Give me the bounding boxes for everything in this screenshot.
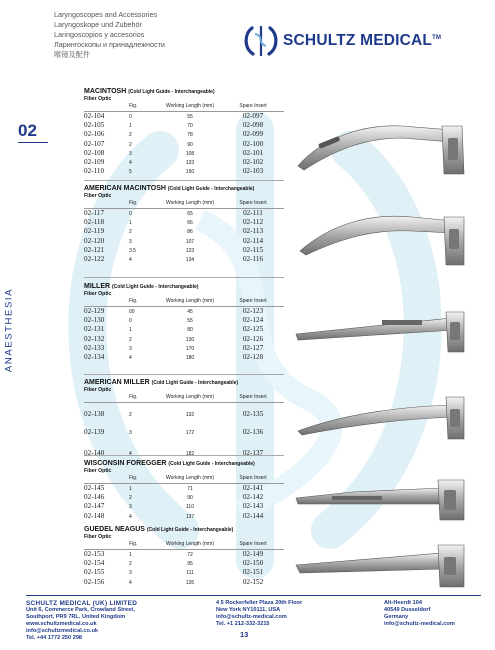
section-divider xyxy=(84,455,284,456)
footer-address-line: Germany xyxy=(384,614,409,620)
table-row: 02-107 2 90 02-100 xyxy=(84,139,264,148)
table-row: 02-104 0 55 02-097 xyxy=(84,112,264,120)
footer-email-link[interactable]: info@schultz-medical.com xyxy=(384,621,455,627)
footer-uk-address xyxy=(26,600,137,642)
product-section-american-miller xyxy=(84,379,284,464)
american-macintosh-blade-image xyxy=(292,205,482,275)
table-row: 02-148 4 137 02-144 xyxy=(84,511,264,520)
footer-address-line: New York NY10111, USA xyxy=(216,607,281,613)
side-category-label: ANAESTHESIA xyxy=(3,287,15,373)
table-row: 02-121 3.5 123 02-115 xyxy=(84,245,264,254)
table-header: Fig. Working Length (mm) Spare Insert xyxy=(84,475,284,484)
table-row: 02-105 1 70 02-098 xyxy=(84,121,264,130)
table-row: 02-133 3 170 02-127 xyxy=(84,343,264,352)
chapter-number: 02 xyxy=(18,121,37,140)
footer-phone: Tel. +1 212-332-3215 xyxy=(216,621,270,627)
footer-usa-address xyxy=(216,600,302,628)
product-section-guedel-neagus xyxy=(84,526,284,587)
table-row: 02-145 1 71 02-141 xyxy=(84,484,264,492)
section-optic-label: Fiber Optic xyxy=(84,193,112,199)
table-row: 02-119 2 86 02-113 xyxy=(84,227,264,236)
table-row: 02-120 3 107 02-114 xyxy=(84,236,264,245)
product-section-wisconsin-foregger xyxy=(84,460,284,521)
header-language-line: Laryngoscopes and Accessories xyxy=(54,10,158,19)
brand-logo-icon xyxy=(243,24,279,58)
section-divider xyxy=(84,374,284,375)
table-row: 02-108 3 108 02-101 xyxy=(84,148,264,157)
section-optic-label: Fiber Optic xyxy=(84,96,112,102)
footer-address-line: Southport, PR9 7RL. United Kingdom xyxy=(26,614,126,620)
page-number: 13 xyxy=(240,630,249,639)
table-row: 02-130 0 55 02-124 xyxy=(84,316,264,325)
product-section-american-macintosh xyxy=(84,185,284,264)
section-optic-label: Fiber Optic xyxy=(84,387,112,393)
footer-address-line: Unit 6, Commerce Park, Crowland Street, xyxy=(26,607,135,613)
section-title: AMERICAN MACINTOSH (Cold Light Guide - Interchangeable) xyxy=(84,185,255,192)
section-optic-label: Fiber Optic xyxy=(84,468,112,474)
table-row: 02-146 2 90 02-142 xyxy=(84,493,264,502)
header-language-line: 喉镜及配件 xyxy=(54,50,90,59)
footer-address-line: 40549 Dusseldorf xyxy=(384,607,431,613)
wisconsin-foregger-blade-image xyxy=(292,470,482,530)
table-row: 02-154 2 95 02-150 xyxy=(84,559,264,568)
section-title: WISCONSIN FOREGGER (Cold Light Guide - Interchangeable) xyxy=(84,460,255,467)
table-row: 02-106 2 78 02-099 xyxy=(84,130,264,139)
section-optic-label: Fiber Optic xyxy=(84,291,112,297)
footer-email-link[interactable]: info@schultzmedical.co.uk xyxy=(26,628,98,634)
table-header: Fig. Working Length (mm) Spare Insert xyxy=(84,541,284,550)
brand-logo xyxy=(243,24,483,56)
brand-name: SCHULTZ MEDICAL™ xyxy=(283,32,442,49)
product-section-macintosh xyxy=(84,88,284,176)
header-language-line: Laryngoskope und Zubehör xyxy=(54,20,142,29)
table-header: Fig. Working Length (mm) Spare Insert xyxy=(84,298,284,307)
table-row: 02-140 4 182 02-137 xyxy=(84,449,264,457)
table-row: 02-156 4 135 02-152 xyxy=(84,577,264,586)
footer-address-line: Alt-Heerdt 104 xyxy=(384,600,422,606)
table-row: 02-131 1 80 02-125 xyxy=(84,325,264,334)
product-section-miller xyxy=(84,283,284,362)
footer-website-link[interactable]: www.schultzmedical.co.uk xyxy=(26,621,97,627)
footer-address-line: 4 5 Rockerfeller Plaza 20th Floor xyxy=(216,600,303,606)
header-language-list xyxy=(54,10,165,60)
miller-blade-image xyxy=(292,300,482,360)
table-row: 02-109 4 133 02-102 xyxy=(84,158,264,167)
table-row: 02-117 0 65 02-111 xyxy=(84,209,263,217)
table-row: 02-153 1 72 02-149 xyxy=(84,550,264,558)
section-title: MACINTOSH (Cold Light Guide - Interchangeable) xyxy=(84,88,215,95)
table-row: 02-134 4 180 02-128 xyxy=(84,353,264,362)
footer-divider xyxy=(26,595,481,596)
table-row: 02-147 3 110 02-143 xyxy=(84,502,264,511)
table-row: 02-118 1 66 02-112 xyxy=(84,218,264,227)
chapter-underline xyxy=(18,142,48,143)
header-language-line: Laringoscopios y accesorios xyxy=(54,30,145,39)
table-row: 02-155 3 111 02-151 xyxy=(84,568,264,577)
section-title: AMERICAN MILLER (Cold Light Guide - Interchangeable) xyxy=(84,379,239,386)
american-miller-blade-image xyxy=(292,385,482,445)
section-title: MILLER (Cold Light Guide - Interchangeable) xyxy=(84,283,199,290)
table-row: 02-122 4 134 02-116 xyxy=(84,255,264,264)
table-header: Fig. Working Length (mm) Spare Insert xyxy=(84,200,284,209)
section-optic-label: Fiber Optic xyxy=(84,534,112,540)
section-divider xyxy=(84,180,284,181)
table-header: Fig. Working Length (mm) Spare Insert xyxy=(84,103,284,112)
footer-phone: Tel. +44 1772 250 298 xyxy=(26,635,83,641)
table-row: 02-132 2 130 02-126 xyxy=(84,334,264,343)
section-divider xyxy=(84,277,284,278)
section-title: GUEDEL NEAGUS (Cold Light Guide - Interchangeable) xyxy=(84,526,234,533)
footer-germany-address xyxy=(384,600,455,628)
guedel-neagus-blade-image xyxy=(292,535,482,595)
table-row: 02-110 5 150 02-103 xyxy=(84,167,264,176)
table-row: 02-138 2 132 02-135 xyxy=(84,410,264,418)
macintosh-blade-image xyxy=(292,108,482,188)
footer-email-link[interactable]: info@schultz-medical.com xyxy=(216,614,287,620)
footer-company-name: SCHULTZ MEDICAL (UK) LIMITED xyxy=(26,600,138,607)
table-row: 02-139 3 172 02-136 xyxy=(84,428,264,436)
table-row: 02-129 00 45 02-123 xyxy=(84,307,264,315)
table-header: Fig. Working Length (mm) Spare Insert xyxy=(84,394,284,403)
header-language-line: Ларингоскопы и принадлежности xyxy=(54,40,165,49)
